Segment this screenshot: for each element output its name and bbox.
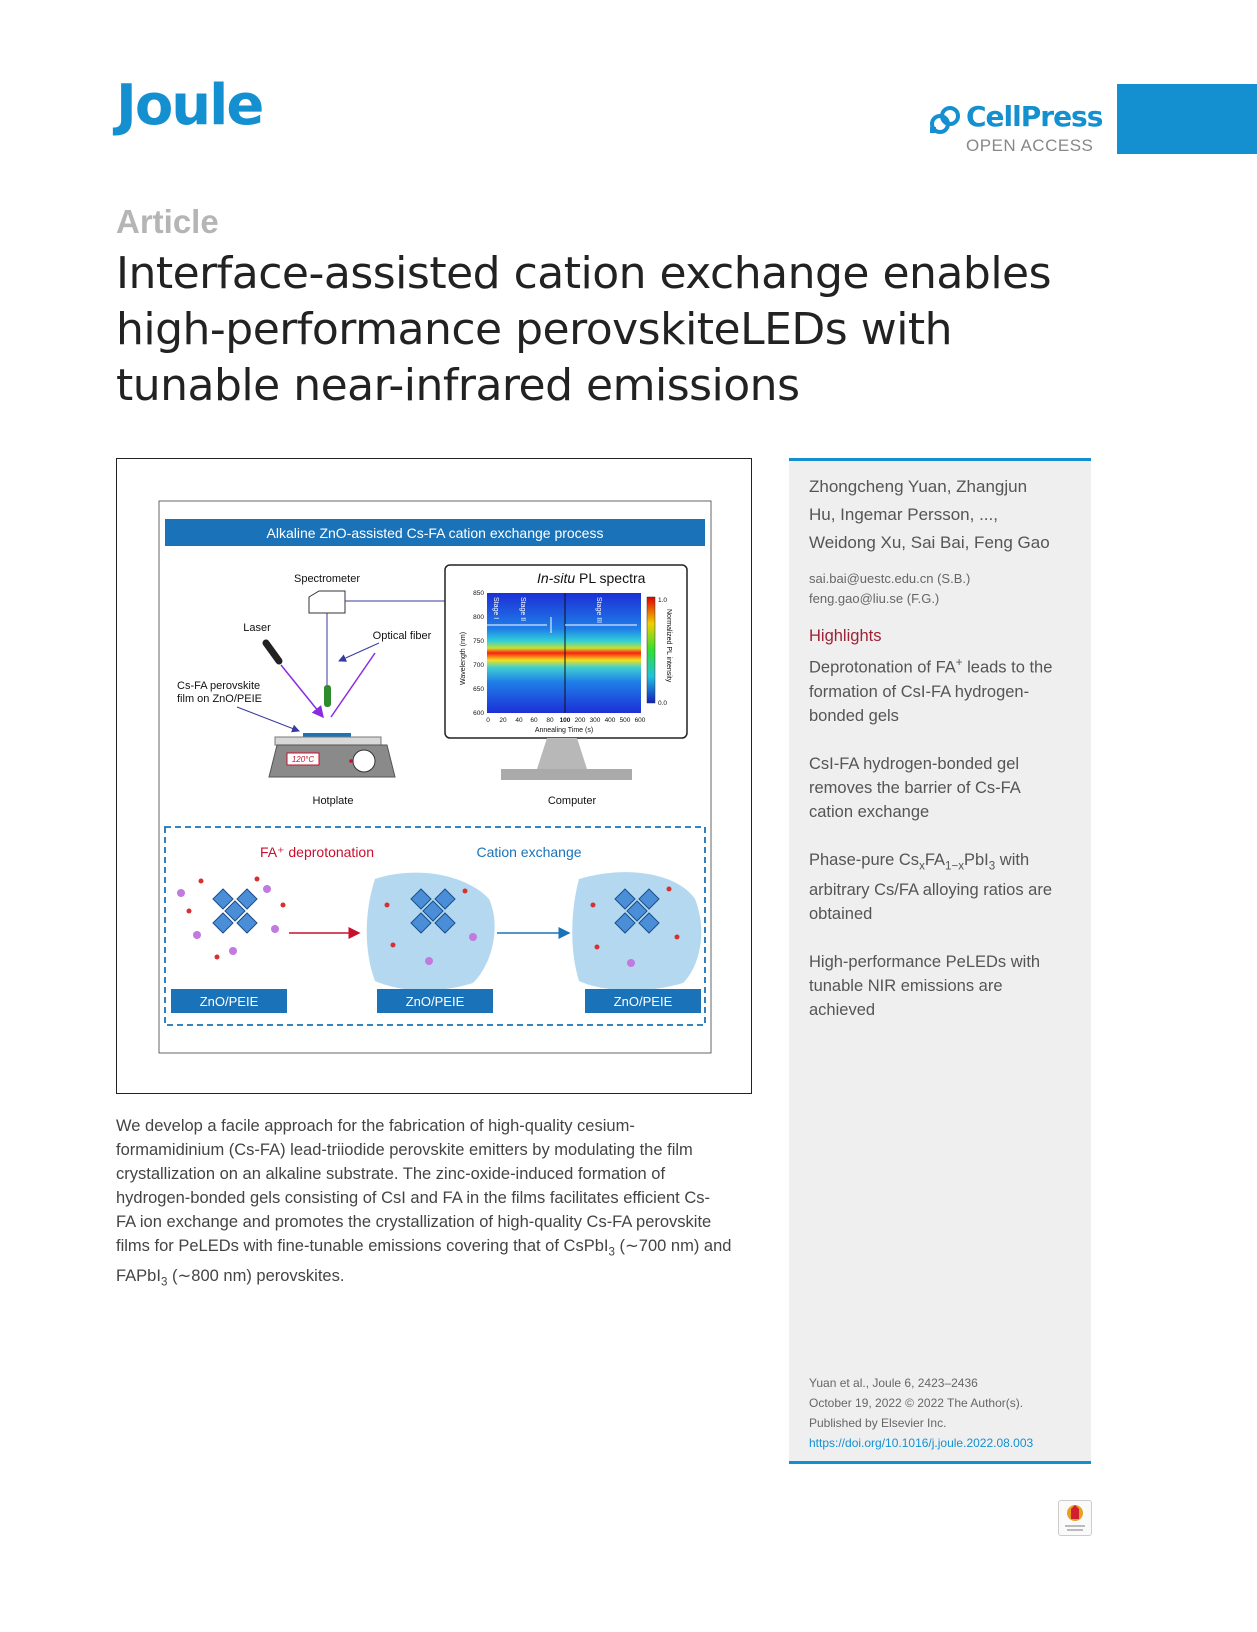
colorbar-max: 1.0 [658, 597, 668, 604]
y-tick-label: 600 [473, 710, 484, 717]
article-title [116, 246, 1076, 414]
pl-title-italic: In-situ [537, 570, 576, 586]
highlight-item: CsI-FA hydrogen-bonded gel removes the barrier of Cs-FA cation exchange [809, 754, 1021, 821]
x-tick-label: 100 [559, 717, 571, 724]
perovskite-cluster [177, 877, 286, 960]
x-tick-label: 300 [589, 717, 601, 724]
author-line: Weidong Xu, Sai Bai, Feng Gao [809, 533, 1050, 552]
film-pointer [237, 707, 299, 731]
check-for-updates-badge[interactable] [1058, 1500, 1092, 1536]
highlights-heading: Highlights [809, 627, 882, 645]
x-tick-label: 200 [574, 717, 586, 724]
fiber-probe-icon [324, 685, 331, 707]
y-tick-label: 800 [473, 614, 484, 621]
spectrometer-icon [309, 591, 345, 613]
header-color-tab [1117, 84, 1257, 154]
hotplate-indicator [349, 759, 353, 763]
substrate-label: ZnO/PEIE [613, 994, 673, 1009]
title-line: high-performance perovskiteLEDs with [116, 304, 953, 355]
email-link[interactable]: sai.bai@uestc.edu.cn (S.B.) [809, 571, 971, 586]
citation-line: Yuan et al., Joule 6, 2423–2436 [809, 1376, 978, 1390]
x-tick-label: 40 [515, 717, 523, 724]
highlight-item: Deprotonation of FA+ leads to the formation of CsI-FA hydrogen- bonded gels [809, 657, 1053, 725]
hotplate-knob [353, 750, 375, 772]
film-label: Cs-FA perovskite [177, 680, 261, 692]
graphical-abstract [116, 458, 752, 1094]
summary-paragraph [116, 1114, 748, 1295]
gel-region [367, 873, 495, 991]
summary-line: FAPbI$_3$ (∼800 nm) perovskites. [116, 1267, 345, 1289]
y-tick-label: 750 [473, 638, 484, 645]
summary-line: crystallization on an alkaline substrate. The zinc-oxide-induced formation of [116, 1165, 666, 1183]
citation-block [809, 1373, 1033, 1453]
deprotonation-label: FA⁺ deprotonation [259, 844, 375, 860]
laser-label: Laser [243, 622, 271, 634]
y-axis-label: Wavelength (nm) [460, 631, 467, 685]
author-list [809, 473, 1079, 557]
optical-fiber-pointer [339, 643, 379, 661]
film-label: film on ZnO/PEIE [177, 693, 262, 705]
sidebar [789, 458, 1091, 1464]
summary-line: FA ion exchange and promotes the crystallization of high-quality Cs-FA perovskite [116, 1213, 712, 1231]
hotplate-label: Hotplate [312, 795, 354, 807]
x-tick-label: 500 [619, 717, 631, 724]
x-tick-label: 0 [486, 717, 490, 724]
x-tick-label: 20 [499, 717, 507, 724]
hotplate-top [275, 737, 381, 745]
check-for-updates-icon [1059, 1501, 1091, 1535]
spectrometer-label: Spectrometer [293, 573, 361, 585]
summary-line: films for PeLEDs with fine-tunable emissions covering that of CsPbI$_3$ (∼700 nm) and [116, 1237, 732, 1259]
perovskite-film [303, 733, 351, 737]
y-tick-label: 650 [473, 686, 484, 693]
journal-logo: Joule [116, 73, 263, 138]
computer-label: Computer [547, 795, 597, 807]
summary-line: We develop a facile approach for the fabrication of high-quality cesium- [116, 1117, 635, 1135]
y-tick-label: 850 [473, 590, 484, 597]
gel-region [572, 872, 701, 990]
pl-heatmap [487, 593, 641, 713]
colorbar-label: Normalized PL intensity [665, 609, 672, 683]
pl-title [537, 570, 646, 586]
cellpress-icon [928, 105, 962, 135]
x-tick-label: 80 [546, 717, 554, 724]
laser-beam [281, 665, 323, 717]
y-tick-label: 700 [473, 662, 484, 669]
substrate-label: ZnO/PEIE [405, 994, 465, 1009]
stage-label: Stage I [492, 597, 499, 620]
stage-label: Stage III [595, 597, 602, 624]
open-access-label: OPEN ACCESS [966, 136, 1094, 155]
doi-link[interactable]: https://doi.org/10.1016/j.joule.2022.08.003 [809, 1436, 1034, 1450]
citation-line: October 19, 2022 © 2022 The Author(s). [809, 1396, 1024, 1410]
highlights-list [809, 651, 1079, 1046]
laser-icon [266, 643, 279, 661]
monitor-stand [537, 738, 587, 769]
pl-title-rest: PL spectra [575, 570, 646, 586]
author-line: Zhongcheng Yuan, Zhangjun [809, 477, 1028, 496]
stage-label: Stage II [519, 597, 526, 622]
article-type: Article [116, 203, 219, 240]
substrate-label: ZnO/PEIE [199, 994, 259, 1009]
title-line: tunable near-infrared emissions [116, 360, 800, 411]
correspondence-emails [809, 569, 970, 609]
author-line: Hu, Ingemar Persson, ..., [809, 505, 998, 524]
x-tick-label: 60 [530, 717, 538, 724]
publisher-name: CellPress [966, 100, 1103, 133]
citation-line: Published by Elsevier Inc. [809, 1416, 947, 1430]
colorbar [647, 597, 655, 703]
x-axis-label: Annealing Time (s) [534, 727, 594, 734]
x-tick-label: 400 [604, 717, 616, 724]
summary-line: hydrogen-bonded gels consisting of CsI and FA in the films facilitates efficient Cs- [116, 1189, 711, 1207]
reflected-beam [331, 653, 375, 717]
graphical-abstract-figure [117, 459, 751, 1093]
highlight-item: Phase-pure $Cs_xFA_{1-x}PbI_3$ with arbitrary Cs/FA alloying ratios are obtained [809, 850, 1053, 923]
highlight-item: High-performance PeLEDs with tunable NIR emissions are achieved [809, 952, 1041, 1019]
title-line: Interface-assisted cation exchange enables [116, 248, 1052, 299]
hotplate-temperature: 120°C [291, 755, 315, 764]
cation-exchange-label: Cation exchange [476, 844, 582, 860]
email-link[interactable]: feng.gao@liu.se (F.G.) [809, 591, 940, 606]
figure-banner-text: Alkaline ZnO-assisted Cs-FA cation exchange process [266, 525, 604, 541]
colorbar-min: 0.0 [658, 700, 668, 707]
summary-line: formamidinium (Cs-FA) lead-triiodide perovskite emitters by modulating the film [116, 1141, 693, 1159]
x-tick-label: 600 [634, 717, 646, 724]
optical-fiber-label: Optical fiber [372, 630, 432, 642]
monitor-base [501, 769, 632, 780]
